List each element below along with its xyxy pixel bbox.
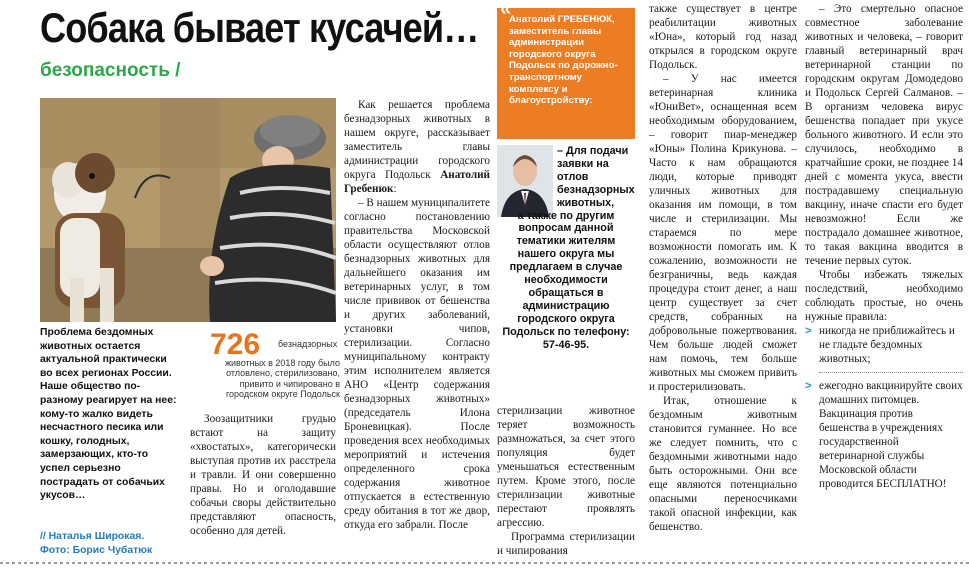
paragraph: Зоозащитники грудью встают на защиту «хвостатых», категорически выступая против их расстрела и травли. И они совершенно правы. Но и оголодавшие собачьи своры действительно представляют опасность, особенно для детей. <box>190 413 336 537</box>
intro-colon: : <box>393 183 397 195</box>
paragraph: Итак, отношение к бездомным животным становится гуманнее. Но все же следует помнить, что с бездомными животными надо быть осторожными. Они все еще являются потенциально опасными переносчиками такой опасной инфекции, как бешенство. <box>649 395 797 533</box>
article-column-5 <box>805 2 963 497</box>
quote-attribution-box <box>497 0 635 139</box>
stat-number: 726 <box>210 328 261 361</box>
rule-item: > никогда не приближайтесь и не гладьте бездомных животных; <box>805 324 963 366</box>
intro-text: Как решается проблема безнадзорных животных в нашем округе, рассказывает заместитель главы администрации городского округа Подольск <box>344 99 490 181</box>
paragraph: – Это смертельно опасное совместное заболевание животных и человека, – говорит главный ветеринарный врач ветеринарной станции по городским округам Домодедово и Подольск Сергей Салманов. – В организм человека вирус бешенства попадает при укусе больного животного. И если это случилось, необходимо в кратчайшие сроки, не позднее 14 дней с момента укуса, ввести пострадавшему специальную вакцину, иначе спасти его будет невозможно! Если же пострадало домашнее животное, то такая вакцина вводится в течение первых суток. <box>805 3 963 267</box>
bottom-divider <box>0 562 969 564</box>
photo-credit: Фото: Борис Чубатюк <box>40 545 153 556</box>
article-column-1 <box>190 412 336 538</box>
stat-head: безнадзорных <box>278 339 338 349</box>
article-column-3 <box>497 404 635 558</box>
article-headline: Собака бывает кусачей… <box>40 4 479 51</box>
quote-attribution: Анатолий ГРЕБЕНЮК, заместитель главы администрации городского округа Подольск по дорожно-транспортному комплексу и благоустройству: <box>509 14 618 107</box>
byline <box>40 530 200 558</box>
stat-callout <box>210 328 340 408</box>
quote-mark-icon: « <box>500 0 512 20</box>
quote-body: а также по другим вопросам данной тематики жителям нашего округа мы предлагаем в случае необходимости обращаться в администрацию городского округа Подольск по телефону: 57-46-95. <box>502 209 630 351</box>
article-column-2 <box>344 98 490 532</box>
quote-block <box>497 145 635 395</box>
quote-text <box>497 145 635 352</box>
paragraph: также существует в центре реабилитации животных «Юна», который год назад открылся в городском округе Подольск. <box>649 3 797 71</box>
paragraph <box>344 98 490 196</box>
stat-description: животных в 2018 году было отловлено, стерилизовано, привито и чипировано в городском округе Подольск <box>224 358 340 400</box>
section-rubric: безопасность / <box>40 60 181 81</box>
photo-caption: Проблема бездомных животных остается актуальной практически во всех регионах России. Наше общество по-разному реагирует на нее: кому-то жалко видеть несчастного песика или кошку, голодных, замерзающих, кто-то успел серьезно пострадать от собачьих укусов… <box>40 327 177 502</box>
paragraph: Чтобы избежать тяжелых последствий, необходимо соблюдать простые, но очень нужные правила: <box>805 269 963 323</box>
rules-list <box>805 324 963 491</box>
dog-and-woman-photo <box>40 98 336 322</box>
official-name: Анатолий Гребенюк <box>344 169 490 195</box>
divider <box>819 372 963 373</box>
paragraph: – У нас имеется ветеринарная клиника «ЮниВет», оснащенная всем необходимым оборудованием, – говорит пиар-менеджер «Юны» Полина Крикунова. – Часто к нам обращаются люди, которые приводят уличных животных для оказания им помощи, в том числе и стерилизации. Мы стараемся по мере возможности помогать им. К сожалению, возможности не безграничны, ведь каждая процедура стоит денег, а наш центр существует за счет средств, собранных на добровольные пожертвования. Чем больше людей сможет нам помочь, тем больше животных мы сможем привить и простерилизовать. <box>649 73 797 393</box>
paragraph: – В нашем муниципалитете согласно постановлению правительства Московской области осуществляют отлов безнадзорных животных для дальнейшего оказания им ветеринарных услуг, в том числе прививок от бешенства и других заболеваний, установки чипов, стерилизации. Согласно муниципальному контракту этим исполнителем является АНО «Центр содержания безнадзорных животных» (председатель Илона Броневицкая). После проведения всех необходимых мероприятий и истечения определенного срока содержания животное отпускается в естественную среду обитания в тот же двор, откуда его забрали. После <box>344 197 491 531</box>
quote-lead: – Для подачи заявки на отлов безнадзорных животных, <box>557 145 635 209</box>
paragraph: стерилизации животное теряет возможность размножаться, за счет этого популяция будет уменьшаться естественным путем. Кроме этого, после стерилизации животные перестают проявлять агрессию. <box>497 405 635 529</box>
article-column-4 <box>649 2 797 534</box>
paragraph: Программа стерилизации и чипирования <box>497 531 635 557</box>
rule-item: > ежегодно вакцинируйте своих домашних питомцев. Вакцинация против бешенства в учреждениях государственной ветеринарной службы Московской области проводится БЕСПЛАТНО! <box>805 379 963 491</box>
author-credit: // Наталья Широкая. <box>40 531 145 542</box>
